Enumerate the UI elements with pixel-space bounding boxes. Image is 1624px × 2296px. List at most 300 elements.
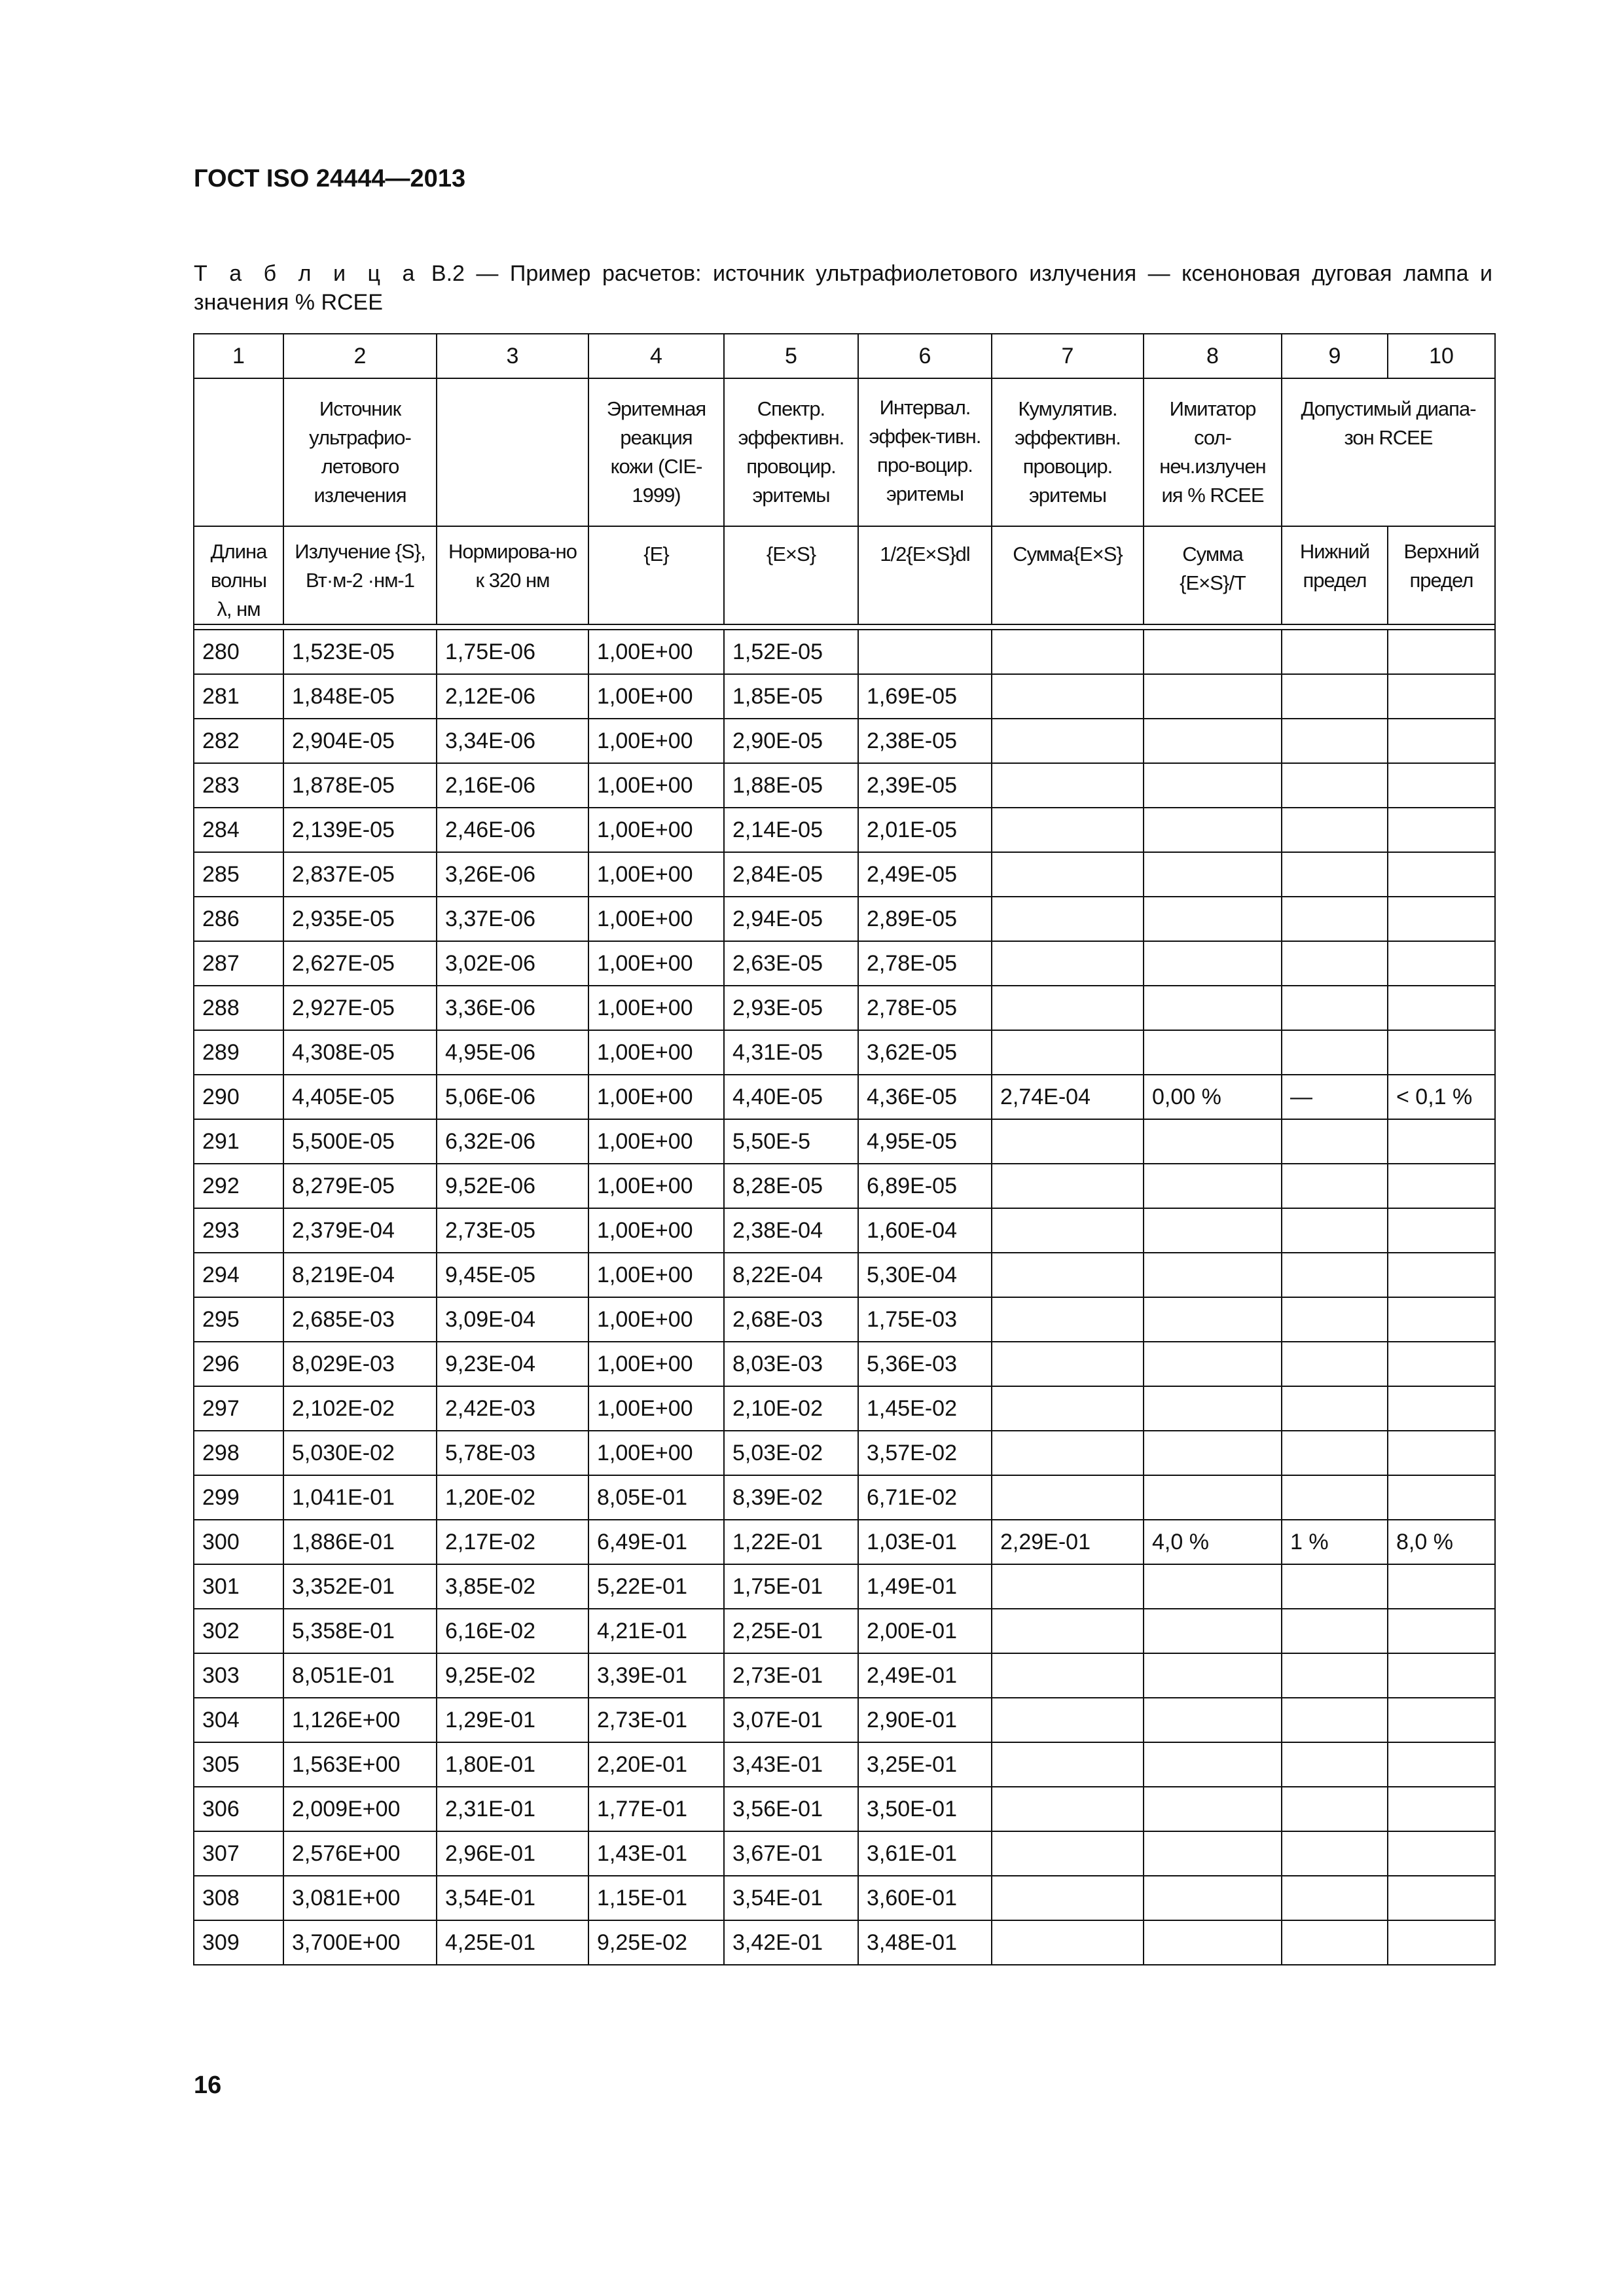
table-cell: 1,00E+00	[588, 1075, 724, 1119]
table-cell: 4,36E-05	[858, 1075, 992, 1119]
table-cell	[992, 1297, 1144, 1342]
table-cell	[1282, 1475, 1388, 1520]
table-cell: 1,52E-05	[724, 630, 858, 674]
table-cell	[1282, 1253, 1388, 1297]
table-cell: 2,39E-05	[858, 763, 992, 808]
table-cell: 2,74E-04	[992, 1075, 1144, 1119]
table-cell: 4,31E-05	[724, 1030, 858, 1075]
table-cell: 3,54E-01	[724, 1876, 858, 1920]
table-row	[194, 1208, 1495, 1253]
table-cell: 1,29E-01	[437, 1698, 588, 1742]
table-cell: 9,52E-06	[437, 1164, 588, 1208]
table-cell	[1388, 897, 1495, 941]
table-cell: 2,139E-05	[283, 808, 437, 852]
table-cell	[1144, 1876, 1282, 1920]
table-cell: 1,69E-05	[858, 674, 992, 719]
table-row	[194, 1698, 1495, 1742]
table-cell: 1,49E-01	[858, 1564, 992, 1609]
table-cell: 2,73E-01	[724, 1653, 858, 1698]
table-cell	[992, 1119, 1144, 1164]
page-number: 16	[194, 2072, 222, 2099]
table-cell	[992, 1475, 1144, 1520]
table-cell: 2,90E-01	[858, 1698, 992, 1742]
table-cell: 1,20E-02	[437, 1475, 588, 1520]
table-row	[194, 1787, 1495, 1831]
table-cell: 3,36E-06	[437, 986, 588, 1030]
table-cell: 297	[194, 1386, 283, 1431]
column-number-cell: 10	[1388, 334, 1495, 378]
table-cell: 3,56E-01	[724, 1787, 858, 1831]
table-row	[194, 1030, 1495, 1075]
header-erythema-response: Эритемная реакция кожи (CIE-1999)	[588, 378, 724, 526]
table-cell: 3,62E-05	[858, 1030, 992, 1075]
table-cell: 2,01E-05	[858, 808, 992, 852]
table-cell	[1388, 808, 1495, 852]
table-cell: 293	[194, 1208, 283, 1253]
table-cell: 2,14E-05	[724, 808, 858, 852]
table-cell: 4,95E-06	[437, 1030, 588, 1075]
table-row	[194, 674, 1495, 719]
table-cell	[1388, 1208, 1495, 1253]
table-row	[194, 1475, 1495, 1520]
table-cell	[992, 719, 1144, 763]
table-cell: 2,837E-05	[283, 852, 437, 897]
table-cell: 8,029E-03	[283, 1342, 437, 1386]
table-row	[194, 808, 1495, 852]
table-cell: 3,07E-01	[724, 1698, 858, 1742]
table-row	[194, 986, 1495, 1030]
header-upper-limit: Верхний предел	[1388, 526, 1495, 624]
table-cell: 4,0 %	[1144, 1520, 1282, 1564]
table-cell: 281	[194, 674, 283, 719]
table-row	[194, 1920, 1495, 1965]
table-cell	[992, 630, 1144, 674]
column-number-cell: 3	[437, 334, 588, 378]
table-cell	[1144, 1342, 1282, 1386]
header-irradiance: Излучение {S}, Вт·м-2 ·нм-1	[283, 526, 437, 624]
table-cell: 306	[194, 1787, 283, 1831]
table-row	[194, 1253, 1495, 1297]
table-cell	[1282, 674, 1388, 719]
table-cell: 8,22E-04	[724, 1253, 858, 1297]
table-cell	[992, 1342, 1144, 1386]
table-cell	[992, 1742, 1144, 1787]
table-cell: 6,89E-05	[858, 1164, 992, 1208]
table-cell: 2,16E-06	[437, 763, 588, 808]
column-number-cell: 5	[724, 334, 858, 378]
formula-half-integral: 1/2{E×S}dl	[858, 526, 992, 624]
table-cell: 294	[194, 1253, 283, 1297]
table-cell: 8,03E-03	[724, 1342, 858, 1386]
table-cell: 288	[194, 986, 283, 1030]
table-row	[194, 941, 1495, 986]
table-cell: 298	[194, 1431, 283, 1475]
table-row	[194, 1431, 1495, 1475]
table-cell: 292	[194, 1164, 283, 1208]
table-cell	[992, 1787, 1144, 1831]
table-cell: 3,60E-01	[858, 1876, 992, 1920]
table-cell: 1,523E-05	[283, 630, 437, 674]
table-cell	[992, 986, 1144, 1030]
table-cell	[1388, 1342, 1495, 1386]
table-cell	[1282, 1164, 1388, 1208]
table-cell: 1,00E+00	[588, 1253, 724, 1297]
table-cell	[1282, 986, 1388, 1030]
table-cell: 1,22E-01	[724, 1520, 858, 1564]
table-cell	[1282, 1742, 1388, 1787]
table-cell: 3,39E-01	[588, 1653, 724, 1698]
header-cumulative-effectiveness: Кумулятив. эффективн. провоцир. эритемы	[992, 378, 1144, 526]
table-cell: 5,358E-01	[283, 1609, 437, 1653]
table-cell: 1,00E+00	[588, 986, 724, 1030]
table-cell	[1388, 852, 1495, 897]
table-cell: 4,40E-05	[724, 1075, 858, 1119]
table-cell: 2,009E+00	[283, 1787, 437, 1831]
table-cell: 1,00E+00	[588, 1164, 724, 1208]
table-row	[194, 1876, 1495, 1920]
table-cell: 296	[194, 1342, 283, 1386]
table-cell: 3,43E-01	[724, 1742, 858, 1787]
table-cell: 5,06E-06	[437, 1075, 588, 1119]
table-row	[194, 1564, 1495, 1609]
table-cell: 9,45E-05	[437, 1253, 588, 1297]
table-cell: 9,23E-04	[437, 1342, 588, 1386]
header-interval-effectiveness: Интервал. эффек-тивн. про-воцир. эритемы	[858, 378, 992, 526]
table-cell	[1282, 1787, 1388, 1831]
table-cell	[992, 897, 1144, 941]
table-cell: 2,20E-01	[588, 1742, 724, 1787]
table-cell: 295	[194, 1297, 283, 1342]
table-cell	[1282, 1653, 1388, 1698]
table-cell: 3,57E-02	[858, 1431, 992, 1475]
table-cell: 1,75E-01	[724, 1564, 858, 1609]
table-cell: 1,00E+00	[588, 630, 724, 674]
table-cell: 3,48E-01	[858, 1920, 992, 1965]
table-cell	[1144, 897, 1282, 941]
table-cell: 1,00E+00	[588, 719, 724, 763]
table-cell	[1144, 986, 1282, 1030]
table-cell: 4,95E-05	[858, 1119, 992, 1164]
table-cell: 308	[194, 1876, 283, 1920]
table-row	[194, 852, 1495, 897]
table-cell: 2,10E-02	[724, 1386, 858, 1431]
table-cell: 2,29E-01	[992, 1520, 1144, 1564]
table-cell	[1282, 1564, 1388, 1609]
table-cell: 2,73E-01	[588, 1698, 724, 1742]
table-row	[194, 763, 1495, 808]
table-cell: 2,31E-01	[437, 1787, 588, 1831]
table-cell: 5,50E-5	[724, 1119, 858, 1164]
header-solar-simulator: Имитатор сол-неч.излучен ия % RCEE	[1144, 378, 1282, 526]
table-cell	[1144, 1475, 1282, 1520]
column-number-cell: 8	[1144, 334, 1282, 378]
table-cell: 1,041E-01	[283, 1475, 437, 1520]
table-cell: 3,352E-01	[283, 1564, 437, 1609]
table-cell	[992, 1253, 1144, 1297]
table-cell	[1144, 763, 1282, 808]
table-cell: 2,46E-06	[437, 808, 588, 852]
table-cell	[1144, 630, 1282, 674]
table-row	[194, 1119, 1495, 1164]
table-cell: 5,30E-04	[858, 1253, 992, 1297]
table-cell	[992, 808, 1144, 852]
table-row	[194, 1831, 1495, 1876]
table-cell: 3,25E-01	[858, 1742, 992, 1787]
table-cell	[1388, 763, 1495, 808]
table-cell	[1388, 1920, 1495, 1965]
header-wavelength: Длина волны λ, нм	[194, 526, 283, 624]
header-source: Источник ультрафио-летового излечения	[283, 378, 437, 526]
table-cell: 2,685E-03	[283, 1297, 437, 1342]
table-cell	[1282, 941, 1388, 986]
table-cell: 1,00E+00	[588, 763, 724, 808]
table-cell	[992, 1164, 1144, 1208]
table-cell: 2,89E-05	[858, 897, 992, 941]
table-cell: 6,32E-06	[437, 1119, 588, 1164]
column-number-row	[194, 334, 1495, 378]
table-cell: 3,09E-04	[437, 1297, 588, 1342]
table-cell	[1388, 1475, 1495, 1520]
table-cell: 300	[194, 1520, 283, 1564]
table-row	[194, 1520, 1495, 1564]
table-body	[194, 630, 1495, 1965]
table-cell	[1144, 1431, 1282, 1475]
table-cell: 2,25E-01	[724, 1609, 858, 1653]
table-cell	[1388, 1119, 1495, 1164]
table-cell	[1388, 1742, 1495, 1787]
table-cell	[1388, 986, 1495, 1030]
table-cell: 3,67E-01	[724, 1831, 858, 1876]
table-cell: 8,05E-01	[588, 1475, 724, 1520]
table-cell: 3,700E+00	[283, 1920, 437, 1965]
table-caption	[194, 259, 1492, 317]
table-cell: 291	[194, 1119, 283, 1164]
table-cell	[1144, 1119, 1282, 1164]
table-cell: 5,03E-02	[724, 1431, 858, 1475]
table-cell: —	[1282, 1075, 1388, 1119]
table-cell: 3,34E-06	[437, 719, 588, 763]
table-cell	[992, 1386, 1144, 1431]
header-acceptance-range: Допустимый диапа-зон RCEE	[1282, 378, 1495, 526]
table-row	[194, 719, 1495, 763]
table-cell: 309	[194, 1920, 283, 1965]
table-cell: 2,379E-04	[283, 1208, 437, 1253]
table-cell	[1388, 674, 1495, 719]
header-blank-col1	[194, 378, 283, 526]
table-cell: 2,42E-03	[437, 1386, 588, 1431]
table-cell	[1388, 1609, 1495, 1653]
table-cell	[1144, 1787, 1282, 1831]
column-number-cell: 1	[194, 334, 283, 378]
table-cell	[992, 1876, 1144, 1920]
table-cell	[1144, 1386, 1282, 1431]
table-cell	[1282, 1876, 1388, 1920]
table-cell: 3,54E-01	[437, 1876, 588, 1920]
table-cell: 283	[194, 763, 283, 808]
table-cell: 1,80E-01	[437, 1742, 588, 1787]
table-cell: 3,26E-06	[437, 852, 588, 897]
table-cell: 305	[194, 1742, 283, 1787]
table-cell: 2,73E-05	[437, 1208, 588, 1253]
table-cell: 299	[194, 1475, 283, 1520]
table-cell: 2,78E-05	[858, 941, 992, 986]
table-row	[194, 897, 1495, 941]
table-cell: 1,563E+00	[283, 1742, 437, 1787]
table-cell: 307	[194, 1831, 283, 1876]
table-cell	[1282, 1386, 1388, 1431]
table-cell: 1,00E+00	[588, 674, 724, 719]
table-cell: 2,78E-05	[858, 986, 992, 1030]
header-spectral-effectiveness: Спектр. эффективн. провоцир. эритемы	[724, 378, 858, 526]
table-cell	[1282, 1431, 1388, 1475]
table-cell	[1144, 1253, 1282, 1297]
table-cell	[1144, 1609, 1282, 1653]
table-cell: 1,848E-05	[283, 674, 437, 719]
table-cell	[992, 1208, 1144, 1253]
table-cell	[992, 1609, 1144, 1653]
table-cell	[1388, 1253, 1495, 1297]
table-cell: 1,00E+00	[588, 1431, 724, 1475]
table-cell	[1144, 1698, 1282, 1742]
table-cell: 2,49E-01	[858, 1653, 992, 1698]
table-cell: 282	[194, 719, 283, 763]
table-cell	[1388, 719, 1495, 763]
table-row	[194, 630, 1495, 674]
table-cell: 1,00E+00	[588, 1297, 724, 1342]
table-cell	[992, 1653, 1144, 1698]
table-cell	[1144, 941, 1282, 986]
table-cell: 4,25E-01	[437, 1920, 588, 1965]
table-cell: 8,0 %	[1388, 1520, 1495, 1564]
table-cell	[1388, 1164, 1495, 1208]
table-cell	[992, 1030, 1144, 1075]
table-cell	[992, 852, 1144, 897]
table-cell: 2,90E-05	[724, 719, 858, 763]
table-cell: 3,61E-01	[858, 1831, 992, 1876]
table-cell: 280	[194, 630, 283, 674]
table-cell: 4,21E-01	[588, 1609, 724, 1653]
table-cell: 304	[194, 1698, 283, 1742]
table-cell: 301	[194, 1564, 283, 1609]
table-cell: 1,45E-02	[858, 1386, 992, 1431]
table-cell: 1,15E-01	[588, 1876, 724, 1920]
table-cell: 5,22E-01	[588, 1564, 724, 1609]
table-cell: 2,102E-02	[283, 1386, 437, 1431]
caption-label: Т а б л и ц а	[194, 261, 420, 286]
header-divider-cell	[194, 624, 1495, 630]
table-cell: 286	[194, 897, 283, 941]
document-header: ГОСТ ISO 24444—2013	[194, 165, 466, 192]
table-cell: 8,39E-02	[724, 1475, 858, 1520]
table-cell: 1,75E-03	[858, 1297, 992, 1342]
table-cell: 3,37E-06	[437, 897, 588, 941]
table-cell: 1,03E-01	[858, 1520, 992, 1564]
table-cell: 2,627E-05	[283, 941, 437, 986]
table-cell: 1,77E-01	[588, 1787, 724, 1831]
table-cell	[1388, 941, 1495, 986]
table-row	[194, 1609, 1495, 1653]
table-row	[194, 1297, 1495, 1342]
table-cell	[1388, 1876, 1495, 1920]
table-cell: 3,50E-01	[858, 1787, 992, 1831]
table-cell: 8,051E-01	[283, 1653, 437, 1698]
table-cell: 1,00E+00	[588, 808, 724, 852]
table-cell: 2,38E-05	[858, 719, 992, 763]
table-cell: 1,00E+00	[588, 1208, 724, 1253]
table-cell: 2,96E-01	[437, 1831, 588, 1876]
table-cell	[1144, 852, 1282, 897]
table-cell	[1282, 1920, 1388, 1965]
table-row	[194, 1386, 1495, 1431]
table-cell: 285	[194, 852, 283, 897]
table-cell	[1388, 1787, 1495, 1831]
table-cell: 2,68E-03	[724, 1297, 858, 1342]
table-cell	[1144, 1564, 1282, 1609]
caption-text: В.2 — Пример расчетов: источник ультрафиолетового излучения — ксеноновая дуговая лампа и значения % RCEE	[194, 261, 1492, 315]
table-cell: 0,00 %	[1144, 1075, 1282, 1119]
table-cell: 2,12E-06	[437, 674, 588, 719]
table-cell	[1144, 674, 1282, 719]
formula-e: {E}	[588, 526, 724, 624]
table-cell	[1282, 763, 1388, 808]
table-cell: 2,93E-05	[724, 986, 858, 1030]
table-cell	[1282, 630, 1388, 674]
table-cell: 2,38E-04	[724, 1208, 858, 1253]
table-cell: 8,219E-04	[283, 1253, 437, 1297]
table-cell: 2,84E-05	[724, 852, 858, 897]
table-cell: 9,25E-02	[588, 1920, 724, 1965]
table-cell: 8,279E-05	[283, 1164, 437, 1208]
table-cell: 289	[194, 1030, 283, 1075]
table-cell: 287	[194, 941, 283, 986]
table-cell: 3,85E-02	[437, 1564, 588, 1609]
table-cell: 2,935E-05	[283, 897, 437, 941]
table-cell	[1282, 719, 1388, 763]
table-cell: 5,030E-02	[283, 1431, 437, 1475]
table-cell	[1144, 1208, 1282, 1253]
table-cell: 1,43E-01	[588, 1831, 724, 1876]
table-cell: 1,126E+00	[283, 1698, 437, 1742]
table-cell: 8,28E-05	[724, 1164, 858, 1208]
table-cell: 1,886E-01	[283, 1520, 437, 1564]
column-number-cell: 9	[1282, 334, 1388, 378]
table-cell	[858, 630, 992, 674]
column-number-cell: 2	[283, 334, 437, 378]
table-cell: 1,85E-05	[724, 674, 858, 719]
table-cell	[1144, 1030, 1282, 1075]
table-cell: 3,42E-01	[724, 1920, 858, 1965]
table-cell	[992, 674, 1144, 719]
table-row	[194, 1075, 1495, 1119]
table-cell: 6,49E-01	[588, 1520, 724, 1564]
table-cell	[992, 1920, 1144, 1965]
table-cell	[992, 763, 1144, 808]
table-cell	[1144, 719, 1282, 763]
table-cell: 4,405E-05	[283, 1075, 437, 1119]
table-cell: 290	[194, 1075, 283, 1119]
column-number-cell: 7	[992, 334, 1144, 378]
table-cell: 1,00E+00	[588, 1342, 724, 1386]
table-cell	[1388, 1297, 1495, 1342]
table-cell: 2,00E-01	[858, 1609, 992, 1653]
table-cell	[1388, 1564, 1495, 1609]
table-cell: 2,576E+00	[283, 1831, 437, 1876]
table-cell: < 0,1 %	[1388, 1075, 1495, 1119]
formula-exs: {E×S}	[724, 526, 858, 624]
table-cell	[1144, 808, 1282, 852]
table-row	[194, 1653, 1495, 1698]
table-cell	[992, 1564, 1144, 1609]
